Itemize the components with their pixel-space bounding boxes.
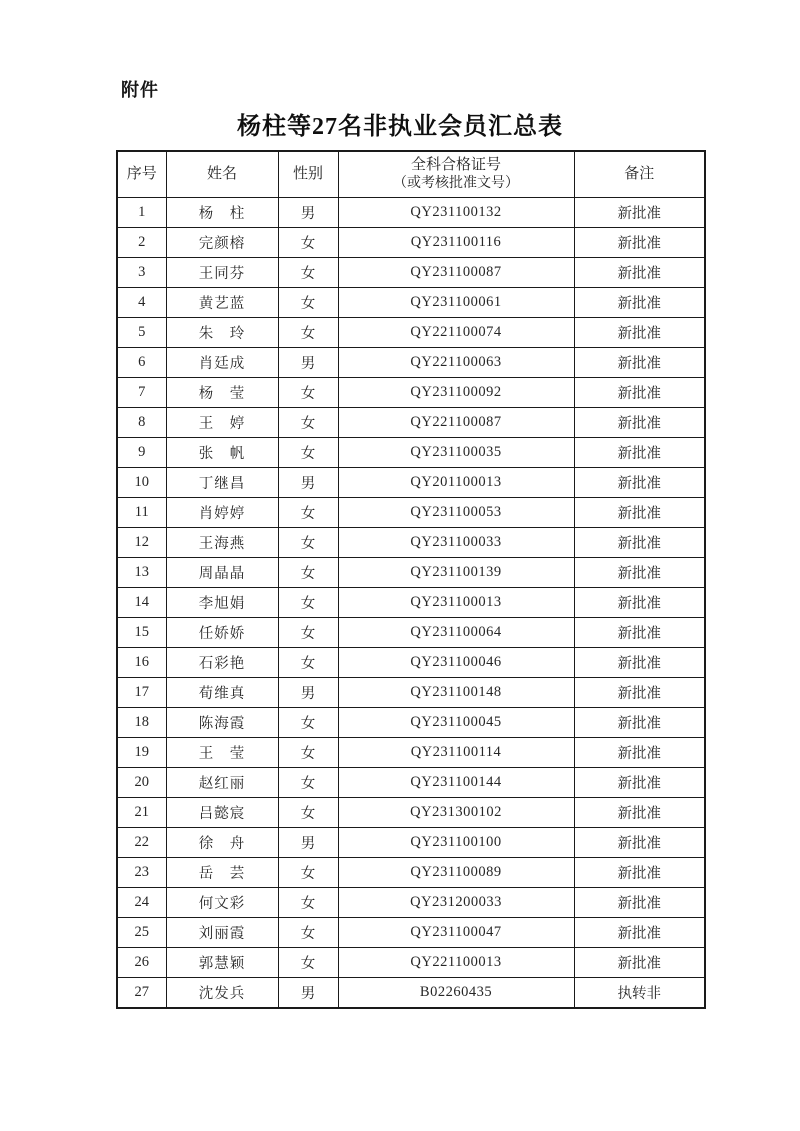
- table-row: [117, 408, 705, 438]
- remark-cell: 新批准: [574, 288, 705, 318]
- table-row: [117, 438, 705, 468]
- header-gender: 性别: [278, 151, 338, 198]
- serial-number-cell: 20: [117, 768, 166, 798]
- gender-cell: 女: [278, 528, 338, 558]
- gender-cell: 男: [278, 198, 338, 228]
- table-row: [117, 738, 705, 768]
- table-row: [117, 528, 705, 558]
- gender-cell: 女: [278, 798, 338, 828]
- name-cell: 王海燕: [166, 528, 278, 558]
- gender-cell: 女: [278, 438, 338, 468]
- table-header: [117, 151, 705, 198]
- serial-number-cell: 16: [117, 648, 166, 678]
- name-cell: 周晶晶: [166, 558, 278, 588]
- gender-cell: 女: [278, 258, 338, 288]
- table-row: [117, 348, 705, 378]
- gender-cell: 女: [278, 558, 338, 588]
- name-cell: 陈海霞: [166, 708, 278, 738]
- gender-cell: 女: [278, 948, 338, 978]
- remark-cell: 新批准: [574, 438, 705, 468]
- page-title: 杨柱等27名非执业会员汇总表: [237, 114, 563, 140]
- table-row: [117, 468, 705, 498]
- certificate-cell: QY221100013: [338, 948, 574, 978]
- gender-cell: 女: [278, 708, 338, 738]
- remark-cell: 新批准: [574, 318, 705, 348]
- name-cell: 朱 玲: [166, 318, 278, 348]
- certificate-cell: QY221100087: [338, 408, 574, 438]
- gender-cell: 男: [278, 468, 338, 498]
- table-header-row: [117, 151, 705, 198]
- remark-cell: 新批准: [574, 648, 705, 678]
- remark-cell: 新批准: [574, 858, 705, 888]
- serial-number-cell: 7: [117, 378, 166, 408]
- certificate-cell: QY231100064: [338, 618, 574, 648]
- name-cell: 肖廷成: [166, 348, 278, 378]
- serial-number-cell: 13: [117, 558, 166, 588]
- remark-cell: 新批准: [574, 228, 705, 258]
- gender-cell: 女: [278, 378, 338, 408]
- gender-cell: 男: [278, 978, 338, 1009]
- remark-cell: 新批准: [574, 258, 705, 288]
- remark-cell: 新批准: [574, 378, 705, 408]
- certificate-cell: QY231100148: [338, 678, 574, 708]
- name-cell: 李旭娟: [166, 588, 278, 618]
- remark-cell: 新批准: [574, 618, 705, 648]
- name-cell: 王 婷: [166, 408, 278, 438]
- table-row: [117, 228, 705, 258]
- name-cell: 张 帆: [166, 438, 278, 468]
- certificate-cell: QY231100116: [338, 228, 574, 258]
- gender-cell: 女: [278, 498, 338, 528]
- certificate-cell: QY221100074: [338, 318, 574, 348]
- table-row: [117, 378, 705, 408]
- gender-cell: 女: [278, 618, 338, 648]
- name-cell: 岳 芸: [166, 858, 278, 888]
- serial-number-cell: 27: [117, 978, 166, 1009]
- remark-cell: 新批准: [574, 708, 705, 738]
- certificate-cell: QY231100092: [338, 378, 574, 408]
- serial-number-cell: 11: [117, 498, 166, 528]
- remark-cell: 新批准: [574, 828, 705, 858]
- header-certificate-number: [338, 151, 574, 198]
- name-cell: 肖婷婷: [166, 498, 278, 528]
- remark-cell: 新批准: [574, 948, 705, 978]
- name-cell: 吕懿宸: [166, 798, 278, 828]
- serial-number-cell: 1: [117, 198, 166, 228]
- name-cell: 石彩艳: [166, 648, 278, 678]
- name-cell: 郭慧颖: [166, 948, 278, 978]
- gender-cell: 女: [278, 768, 338, 798]
- serial-number-cell: 6: [117, 348, 166, 378]
- remark-cell: 新批准: [574, 888, 705, 918]
- serial-number-cell: 14: [117, 588, 166, 618]
- serial-number-cell: 5: [117, 318, 166, 348]
- remark-cell: 新批准: [574, 798, 705, 828]
- gender-cell: 女: [278, 408, 338, 438]
- table-row: [117, 918, 705, 948]
- serial-number-cell: 4: [117, 288, 166, 318]
- remark-cell: 执转非: [574, 978, 705, 1009]
- gender-cell: 女: [278, 858, 338, 888]
- header-remark: 备注: [574, 151, 705, 198]
- serial-number-cell: 15: [117, 618, 166, 648]
- certificate-cell: QY231100144: [338, 768, 574, 798]
- table-row: [117, 288, 705, 318]
- table-row: [117, 888, 705, 918]
- gender-cell: 女: [278, 318, 338, 348]
- gender-cell: 女: [278, 588, 338, 618]
- serial-number-cell: 12: [117, 528, 166, 558]
- remark-cell: 新批准: [574, 348, 705, 378]
- table-row: [117, 948, 705, 978]
- remark-cell: 新批准: [574, 918, 705, 948]
- certificate-cell: QY231100047: [338, 918, 574, 948]
- name-cell: 徐 舟: [166, 828, 278, 858]
- serial-number-cell: 26: [117, 948, 166, 978]
- name-cell: 杨 柱: [166, 198, 278, 228]
- serial-number-cell: 22: [117, 828, 166, 858]
- name-cell: 王同芬: [166, 258, 278, 288]
- table-body: [117, 198, 705, 1009]
- certificate-cell: QY231100089: [338, 858, 574, 888]
- table-row: [117, 318, 705, 348]
- table-row: [117, 828, 705, 858]
- table-row: [117, 648, 705, 678]
- gender-cell: 女: [278, 888, 338, 918]
- table-row: [117, 258, 705, 288]
- certificate-cell: QY231100139: [338, 558, 574, 588]
- certificate-cell: QY231100046: [338, 648, 574, 678]
- name-cell: 黄艺蓝: [166, 288, 278, 318]
- remark-cell: 新批准: [574, 408, 705, 438]
- table-row: [117, 768, 705, 798]
- serial-number-cell: 8: [117, 408, 166, 438]
- name-cell: 完颜榕: [166, 228, 278, 258]
- certificate-cell: QY231100013: [338, 588, 574, 618]
- table-row: [117, 798, 705, 828]
- name-cell: 王 莹: [166, 738, 278, 768]
- remark-cell: 新批准: [574, 768, 705, 798]
- name-cell: 沈发兵: [166, 978, 278, 1009]
- gender-cell: 女: [278, 648, 338, 678]
- serial-number-cell: 17: [117, 678, 166, 708]
- serial-number-cell: 10: [117, 468, 166, 498]
- remark-cell: 新批准: [574, 558, 705, 588]
- gender-cell: 女: [278, 738, 338, 768]
- gender-cell: 男: [278, 348, 338, 378]
- certificate-cell: QY231100033: [338, 528, 574, 558]
- table-row: [117, 498, 705, 528]
- certificate-cell: B02260435: [338, 978, 574, 1009]
- certificate-cell: QY231100053: [338, 498, 574, 528]
- certificate-cell: QY201100013: [338, 468, 574, 498]
- member-summary-table: [116, 150, 706, 1009]
- table-row: [117, 558, 705, 588]
- serial-number-cell: 24: [117, 888, 166, 918]
- certificate-cell: QY231300102: [338, 798, 574, 828]
- certificate-cell: QY231100114: [338, 738, 574, 768]
- certificate-cell: QY231100061: [338, 288, 574, 318]
- remark-cell: 新批准: [574, 498, 705, 528]
- serial-number-cell: 9: [117, 438, 166, 468]
- attachment-label: 附件: [121, 80, 159, 100]
- table-row: [117, 678, 705, 708]
- table-row: [117, 588, 705, 618]
- gender-cell: 女: [278, 228, 338, 258]
- name-cell: 何文彩: [166, 888, 278, 918]
- table-row: [117, 858, 705, 888]
- table-row: [117, 198, 705, 228]
- gender-cell: 女: [278, 918, 338, 948]
- header-certificate-line1: 全科合格证号: [410, 157, 501, 174]
- remark-cell: 新批准: [574, 678, 705, 708]
- remark-cell: 新批准: [574, 738, 705, 768]
- certificate-cell: QY231100045: [338, 708, 574, 738]
- certificate-cell: QY231200033: [338, 888, 574, 918]
- header-certificate-line2: （或考核批准文号）: [393, 176, 519, 192]
- header-serial-number: 序号: [117, 151, 166, 198]
- table-row: [117, 708, 705, 738]
- name-cell: 刘丽霞: [166, 918, 278, 948]
- serial-number-cell: 18: [117, 708, 166, 738]
- name-cell: 杨 莹: [166, 378, 278, 408]
- serial-number-cell: 21: [117, 798, 166, 828]
- remark-cell: 新批准: [574, 468, 705, 498]
- remark-cell: 新批准: [574, 198, 705, 228]
- serial-number-cell: 3: [117, 258, 166, 288]
- gender-cell: 女: [278, 288, 338, 318]
- name-cell: 丁继昌: [166, 468, 278, 498]
- certificate-cell: QY231100100: [338, 828, 574, 858]
- gender-cell: 男: [278, 828, 338, 858]
- remark-cell: 新批准: [574, 528, 705, 558]
- name-cell: 任娇娇: [166, 618, 278, 648]
- name-cell: 赵红丽: [166, 768, 278, 798]
- serial-number-cell: 25: [117, 918, 166, 948]
- name-cell: 荀维真: [166, 678, 278, 708]
- serial-number-cell: 2: [117, 228, 166, 258]
- table-row: [117, 618, 705, 648]
- serial-number-cell: 19: [117, 738, 166, 768]
- certificate-cell: QY231100132: [338, 198, 574, 228]
- header-name: 姓名: [166, 151, 278, 198]
- certificate-cell: QY221100063: [338, 348, 574, 378]
- certificate-cell: QY231100087: [338, 258, 574, 288]
- certificate-cell: QY231100035: [338, 438, 574, 468]
- serial-number-cell: 23: [117, 858, 166, 888]
- remark-cell: 新批准: [574, 588, 705, 618]
- gender-cell: 男: [278, 678, 338, 708]
- table-row: [117, 978, 705, 1009]
